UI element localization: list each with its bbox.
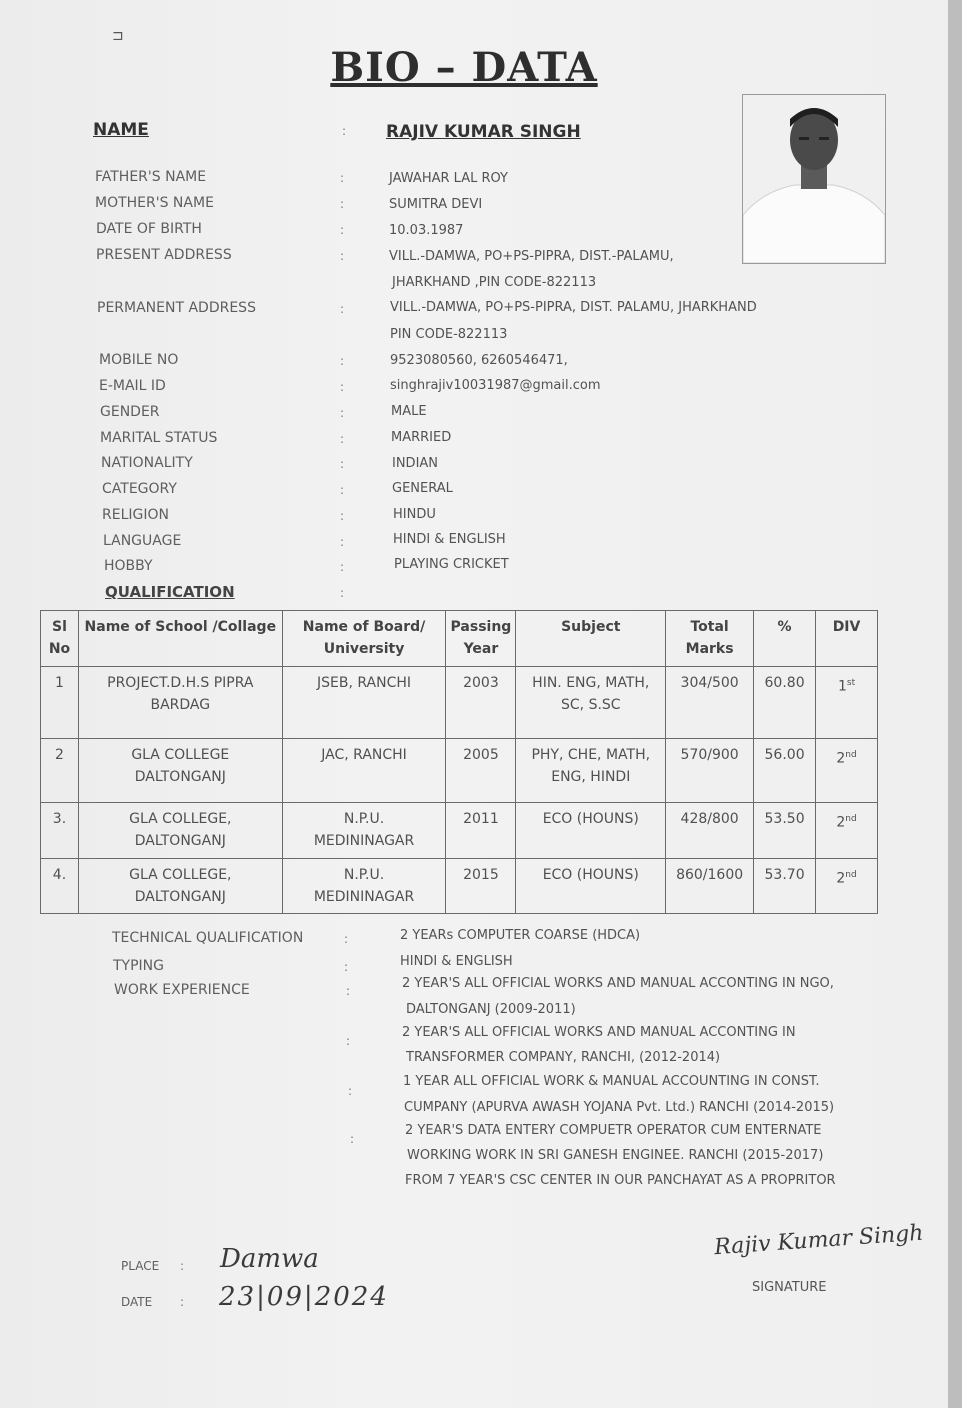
- typing-value: HINDI & ENGLISH: [400, 954, 513, 969]
- div-suffix: nd: [845, 814, 857, 824]
- cell-marks: 428/800: [666, 803, 754, 859]
- gender-label: GENDER: [100, 404, 160, 420]
- cell-div: [816, 859, 878, 914]
- cell-marks: 860/1600: [666, 859, 754, 914]
- cell-board: N.P.U. MEDININAGAR: [282, 859, 446, 914]
- permanent-address-line2: PIN CODE-822113: [390, 327, 508, 342]
- work-item-1-line1: 2 YEAR'S ALL OFFICIAL WORKS AND MANUAL ACCONTING IN NGO,: [402, 976, 834, 991]
- typing-label: TYPING: [113, 958, 164, 974]
- permanent-address-line1: VILL.-DAMWA, PO+PS-PIPRA, DIST. PALAMU, JHARKHAND: [390, 300, 757, 315]
- header-marks-text: Total Marks: [685, 619, 734, 657]
- category-value: GENERAL: [392, 481, 453, 496]
- profile-photo: [742, 94, 886, 264]
- colon: :: [340, 535, 345, 549]
- fathers-name-value: JAWAHAR LAL ROY: [389, 171, 508, 186]
- category-label: CATEGORY: [102, 481, 177, 497]
- cell-sl: 1: [41, 667, 79, 739]
- cell-school: GLA COLLEGE, DALTONGANJ: [78, 859, 282, 914]
- marital-status-label: MARITAL STATUS: [100, 430, 218, 446]
- technical-qualification-value: 2 YEARs COMPUTER COARSE (HDCA): [400, 928, 641, 943]
- cell-year: 2005: [446, 739, 516, 803]
- cell-subject: ECO (HOUNS): [516, 803, 666, 859]
- div-value: 2: [836, 814, 846, 831]
- div-suffix: st: [846, 678, 856, 688]
- fathers-name-label: FATHER'S NAME: [95, 169, 207, 185]
- header-div-text: DIV: [832, 619, 861, 635]
- colon: :: [340, 406, 345, 420]
- cell-marks: 570/900: [666, 739, 754, 803]
- colon: :: [340, 354, 345, 368]
- colon: :: [340, 560, 345, 574]
- colon: :: [346, 1034, 351, 1048]
- work-item-2-line2: TRANSFORMER COMPANY, RANCHI, (2012-2014): [406, 1050, 721, 1065]
- mothers-name-value: SUMITRA DEVI: [389, 197, 483, 212]
- corner-mark: ⊐: [112, 28, 124, 44]
- header-percent: [754, 611, 816, 667]
- colon: :: [340, 432, 345, 446]
- div-value: 1: [837, 678, 847, 695]
- colon: :: [340, 197, 345, 211]
- gender-value: MALE: [391, 404, 427, 419]
- hobby-label: HOBBY: [104, 558, 153, 574]
- cell-board: N.P.U. MEDININAGAR: [282, 803, 446, 859]
- nationality-value: INDIAN: [392, 456, 439, 471]
- qualification-heading: QUALIFICATION: [105, 583, 235, 601]
- header-sl-text: Sl No: [48, 619, 71, 657]
- header-marks: [666, 611, 754, 667]
- header-subject: [516, 611, 666, 667]
- header-subject-text: Subject: [561, 619, 621, 635]
- nationality-label: NATIONALITY: [101, 455, 193, 471]
- cell-div: [816, 803, 878, 859]
- colon: :: [340, 483, 345, 497]
- header-div: [816, 611, 878, 667]
- person-photo-icon: [743, 95, 885, 263]
- colon: :: [340, 302, 345, 316]
- cell-div: [816, 667, 878, 739]
- header-board: [282, 611, 446, 667]
- email-label: E-MAIL ID: [99, 378, 166, 394]
- cell-year: 2011: [446, 803, 516, 859]
- cell-percent: 60.80: [754, 667, 816, 739]
- work-item-3-line2: CUMPANY (APURVA AWASH YOJANA Pvt. Ltd.) RANCHI (2014-2015): [404, 1100, 835, 1115]
- work-item-1-line2: DALTONGANJ (2009-2011): [406, 1002, 576, 1017]
- cell-div: [816, 739, 878, 803]
- table-header-row: [41, 611, 878, 667]
- document-title: BIO – DATA: [330, 44, 598, 91]
- header-year: [446, 611, 516, 667]
- present-address-line1: VILL.-DAMWA, PO+PS-PIPRA, DIST.-PALAMU,: [389, 249, 674, 264]
- colon: :: [340, 249, 345, 263]
- cell-percent: 53.50: [754, 803, 816, 859]
- colon: :: [350, 1132, 355, 1146]
- colon: :: [340, 171, 345, 185]
- date-value: 23|09|2024: [219, 1282, 389, 1312]
- hobby-value: PLAYING CRICKET: [394, 557, 509, 572]
- table-row: [41, 739, 878, 803]
- page-edge: [948, 0, 962, 1408]
- colon: :: [180, 1259, 185, 1273]
- header-percent-text: %: [777, 619, 792, 635]
- cell-percent: 56.00: [754, 739, 816, 803]
- cell-year: 2015: [446, 859, 516, 914]
- header-sl: [41, 611, 79, 667]
- work-item-3-line1: 1 YEAR ALL OFFICIAL WORK & MANUAL ACCOUNTING IN CONST.: [403, 1074, 820, 1089]
- cell-subject: HIN. ENG, MATH, SC, S.SC: [516, 667, 666, 739]
- cell-year: 2003: [446, 667, 516, 739]
- cell-school: GLA COLLEGE DALTONGANJ: [78, 739, 282, 803]
- signature-label: SIGNATURE: [752, 1280, 827, 1295]
- date-label: DATE: [121, 1295, 153, 1309]
- colon: :: [340, 586, 345, 600]
- permanent-address-label: PERMANENT ADDRESS: [97, 300, 256, 316]
- colon: :: [346, 984, 351, 998]
- name-label: NAME: [93, 120, 149, 140]
- cell-percent: 53.70: [754, 859, 816, 914]
- header-school: [78, 611, 282, 667]
- language-label: LANGUAGE: [103, 533, 182, 549]
- div-suffix: nd: [845, 870, 857, 880]
- dob-value: 10.03.1987: [389, 223, 464, 238]
- work-item-2-line1: 2 YEAR'S ALL OFFICIAL WORKS AND MANUAL ACCONTING IN: [402, 1025, 796, 1040]
- place-value: Damwa: [220, 1244, 319, 1274]
- present-address-label: PRESENT ADDRESS: [96, 247, 232, 263]
- colon: :: [344, 960, 349, 974]
- colon: :: [340, 457, 345, 471]
- cell-board: JAC, RANCHI: [282, 739, 446, 803]
- work-item-4-line3: FROM 7 YEAR'S CSC CENTER IN OUR PANCHAYAT AS A PROPRITOR: [405, 1173, 836, 1188]
- colon: :: [340, 380, 345, 394]
- present-address-line2: JHARKHAND ,PIN CODE-822113: [392, 275, 597, 290]
- cell-board: JSEB, RANCHI: [282, 667, 446, 739]
- signature: Rajiv Kumar Singh: [713, 1220, 925, 1261]
- religion-value: HINDU: [393, 507, 436, 522]
- header-board-text: Name of Board/ University: [302, 619, 426, 657]
- mobile-label: MOBILE NO: [99, 352, 179, 368]
- colon: :: [348, 1084, 353, 1098]
- cell-sl: 3.: [41, 803, 79, 859]
- table-row: [41, 803, 878, 859]
- technical-qualification-label: TECHNICAL QUALIFICATION: [112, 930, 304, 946]
- table-row: [41, 859, 878, 914]
- religion-label: RELIGION: [102, 507, 169, 523]
- cell-marks: 304/500: [666, 667, 754, 739]
- header-year-text: Passing Year: [450, 619, 512, 657]
- language-value: HINDI & ENGLISH: [393, 532, 506, 547]
- place-label: PLACE: [121, 1259, 160, 1273]
- dob-label: DATE OF BIRTH: [96, 221, 202, 237]
- work-item-4-line2: WORKING WORK IN SRI GANESH ENGINEE. RANCHI (2015-2017): [407, 1148, 824, 1163]
- colon: :: [340, 509, 345, 523]
- colon: :: [340, 223, 345, 237]
- cell-subject: ECO (HOUNS): [516, 859, 666, 914]
- colon: :: [342, 124, 347, 138]
- div-value: 2: [836, 750, 846, 767]
- colon: :: [180, 1295, 185, 1309]
- name-value: RAJIV KUMAR SINGH: [386, 122, 581, 142]
- email-value: singhrajiv10031987@gmail.com: [390, 378, 601, 393]
- cell-sl: 2: [41, 739, 79, 803]
- cell-school: PROJECT.D.H.S PIPRA BARDAG: [78, 667, 282, 739]
- cell-sl: 4.: [41, 859, 79, 914]
- work-experience-label: WORK EXPERIENCE: [114, 982, 250, 998]
- div-value: 2: [836, 870, 846, 887]
- mothers-name-label: MOTHER'S NAME: [95, 195, 214, 211]
- table-row: [41, 667, 878, 739]
- cell-subject: PHY, CHE, MATH, ENG, HINDI: [516, 739, 666, 803]
- mobile-value: 9523080560, 6260546471,: [390, 353, 568, 368]
- header-school-text: Name of School /Collage: [84, 619, 277, 635]
- div-suffix: nd: [845, 750, 857, 760]
- colon: :: [344, 932, 349, 946]
- marital-status-value: MARRIED: [391, 430, 452, 445]
- qualification-table: [40, 610, 878, 914]
- cell-school: GLA COLLEGE, DALTONGANJ: [78, 803, 282, 859]
- work-item-4-line1: 2 YEAR'S DATA ENTERY COMPUETR OPERATOR CUM ENTERNATE: [405, 1123, 822, 1138]
